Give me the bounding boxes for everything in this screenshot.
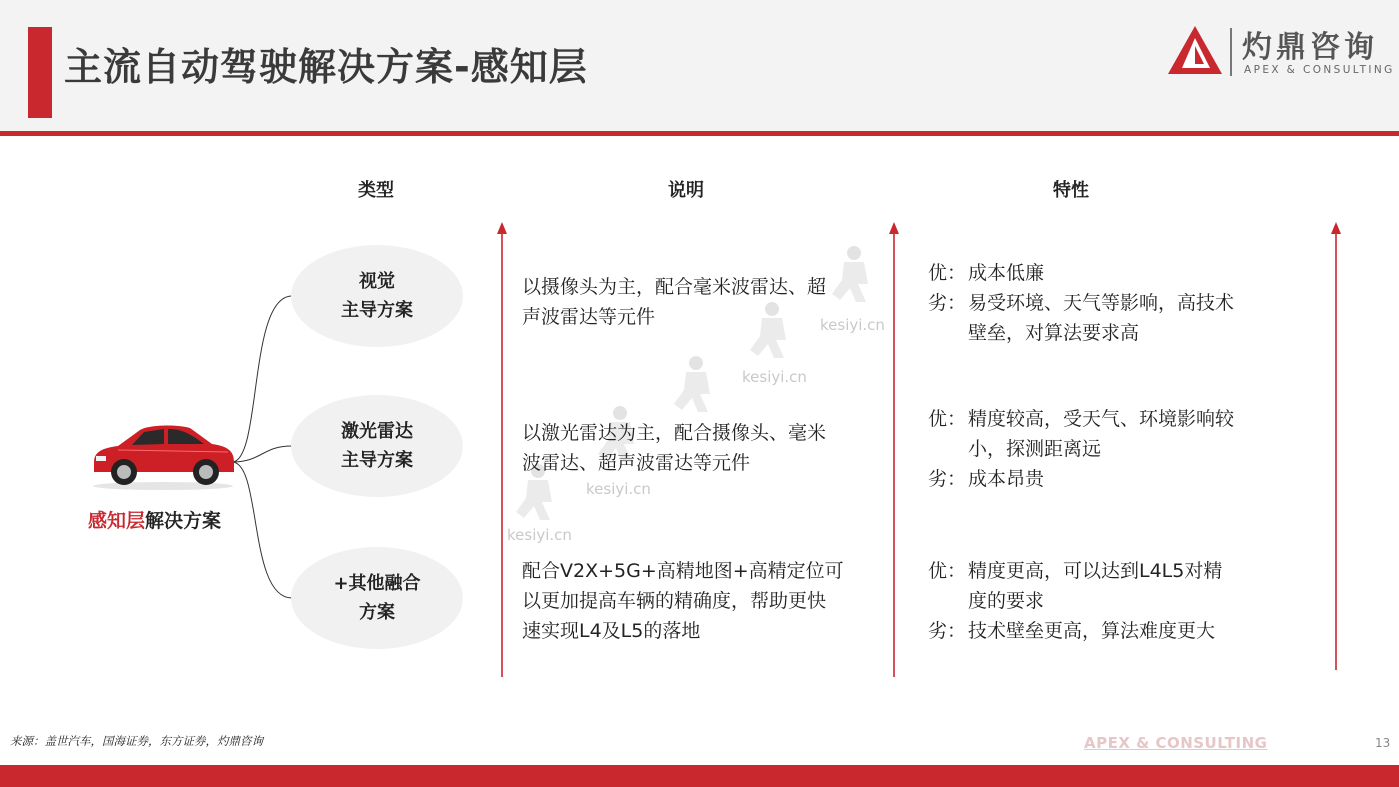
feature-line: 优： 成本低廉 (928, 262, 1045, 284)
red-car-icon (88, 416, 238, 492)
feature-line: 劣： 易受环境、天气等影响，高技术 (928, 292, 1235, 314)
footer-bar (0, 765, 1399, 787)
column-header-features: 特性 (1053, 180, 1089, 201)
page-number: 13 (1375, 736, 1391, 750)
watermark-figure-icon (670, 354, 720, 414)
description-line: 配合V2X+5G+高精地图+高精定位可 (522, 560, 844, 582)
feature-line: 壁垒，对算法要求高 (968, 322, 1140, 344)
source-note: 来源：盖世汽车，国海证券，东方证券，灼鼎咨询 (10, 734, 263, 748)
description-line: 波雷达、超声波雷达等元件 (522, 452, 751, 474)
type-label-line2: 主导方案 (341, 300, 413, 321)
vertical-arrow-3 (1329, 222, 1343, 677)
feature-line: 小，探测距离远 (968, 438, 1102, 460)
logo-english-name: APEX & CONSULTING (1244, 64, 1395, 76)
description-line: 以激光雷达为主，配合摄像头、毫米 (522, 422, 827, 444)
feature-line: 劣： 技术壁垒更高，算法难度更大 (928, 620, 1216, 642)
logo-divider (1230, 28, 1232, 76)
features-vision (928, 258, 1288, 348)
description-line: 声波雷达等元件 (522, 306, 656, 328)
type-oval-lidar (291, 395, 463, 497)
vertical-arrow-2 (887, 222, 901, 677)
column-header-description: 说明 (668, 180, 704, 201)
watermark-text: kesiyi.cn (507, 526, 572, 544)
description-line: 以更加提高车辆的精确度，帮助更快 (522, 590, 827, 612)
company-logo (1166, 24, 1395, 84)
watermark-text: kesiyi.cn (820, 316, 885, 334)
feature-line: 优： 精度较高，受天气、环境影响较 (928, 408, 1235, 430)
type-label-line1: 激光雷达 (341, 421, 413, 442)
description-line: 以摄像头为主，配合毫米波雷达、超 (522, 276, 827, 298)
type-oval-fusion (291, 547, 463, 649)
watermark-text: kesiyi.cn (586, 480, 651, 498)
description-line: 速实现L4及L5的落地 (522, 620, 701, 642)
header-divider (0, 131, 1399, 136)
title-accent-bar (28, 27, 52, 118)
features-lidar (928, 404, 1288, 494)
logo-chinese-name: 灼鼎咨询 (1242, 30, 1378, 65)
feature-line: 劣： 成本昂贵 (928, 468, 1045, 490)
footer-brand-link[interactable]: APEX & CONSULTING (1084, 734, 1268, 752)
root-label-highlight: 感知层 (88, 510, 146, 532)
feature-line: 优： 精度更高，可以达到L4L5对精 (928, 560, 1223, 582)
type-label-line1: +其他融合 (333, 573, 421, 594)
page-title: 主流自动驾驶解决方案-感知层 (64, 45, 588, 89)
features-fusion (928, 556, 1288, 646)
description-vision (522, 272, 862, 332)
description-fusion (522, 556, 862, 646)
root-label-rest: 解决方案 (145, 510, 222, 532)
type-label-line2: 方案 (359, 602, 395, 623)
type-label-line1: 视觉 (359, 271, 395, 292)
logo-triangle-icon (1166, 24, 1224, 76)
column-header-type: 类型 (358, 180, 394, 201)
type-label-line2: 主导方案 (341, 450, 413, 471)
type-oval-vision (291, 245, 463, 347)
watermark-text: kesiyi.cn (742, 368, 807, 386)
description-lidar (522, 418, 862, 478)
feature-line: 度的要求 (968, 590, 1045, 612)
root-node-label (88, 506, 221, 533)
vertical-arrow-1 (495, 222, 509, 677)
